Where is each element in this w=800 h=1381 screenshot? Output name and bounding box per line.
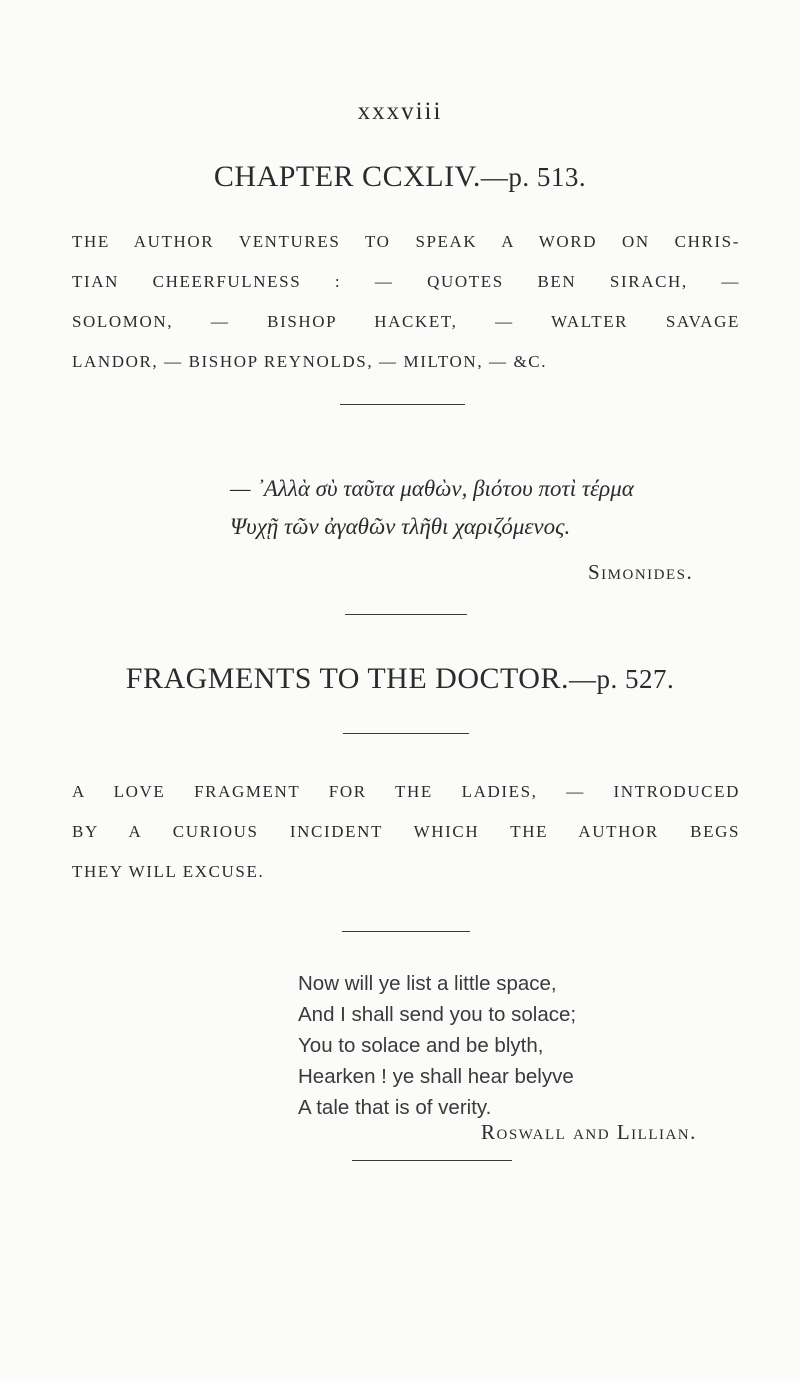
summary-line: SOLOMON, — BISHOP HACKET, — WALTER SAVAGE <box>72 312 740 331</box>
verse-line: Hearken ! ye shall hear belyve <box>298 1065 574 1088</box>
fragments-heading <box>0 662 800 696</box>
summary-line: LANDOR, — BISHOP REYNOLDS, — MILTON, — &C. <box>72 352 548 371</box>
verse-line: And I shall send you to solace; <box>298 1003 577 1026</box>
summary-line: TIAN CHEERFULNESS : — QUOTES BEN SIRACH, — <box>72 272 740 291</box>
divider-rule <box>342 931 470 932</box>
verse-line: A tale that is of verity. <box>298 1096 492 1119</box>
divider-rule <box>352 1160 512 1161</box>
verse-attribution: Roswall and Lillian. <box>481 1120 697 1144</box>
verse-line: Now will ye list a little space, <box>298 972 557 995</box>
verse <box>298 968 758 1123</box>
chapter-summary <box>72 222 740 382</box>
verse-line: You to solace and be blyth, <box>298 1034 544 1057</box>
epigraph-attribution: Simonides. <box>588 560 694 584</box>
chapter-title: CHAPTER CCXLIV. <box>213 160 481 193</box>
epigraph-line: Ψυχῇ τῶν ἀγαθῶν τλῆθι χαριζόμενος. <box>230 514 571 539</box>
fragments-summary <box>72 772 740 892</box>
divider-rule <box>345 614 467 615</box>
chapter-heading <box>0 160 800 194</box>
epigraph-line: — ᾽Αλλὰ σὺ ταῦτα μαθὼν, βιότου ποτὶ τέρμα <box>230 476 634 501</box>
summary-line: THEY WILL EXCUSE. <box>72 862 265 881</box>
page-number: xxxviii <box>357 98 443 125</box>
summary-line: BY A CURIOUS INCIDENT WHICH THE AUTHOR BEGS <box>72 822 740 841</box>
fragments-title: FRAGMENTS TO THE DOCTOR. <box>125 662 569 695</box>
divider-rule <box>343 733 469 734</box>
chapter-page-ref: —p. 513. <box>480 162 587 192</box>
epigraph <box>230 470 730 546</box>
summary-line: THE AUTHOR VENTURES TO SPEAK A WORD ON CHRIS- <box>72 232 740 251</box>
summary-line: A LOVE FRAGMENT FOR THE LADIES, — INTRODUCED <box>72 782 740 801</box>
divider-rule <box>340 404 465 405</box>
fragments-page-ref: —p. 527. <box>568 664 675 694</box>
